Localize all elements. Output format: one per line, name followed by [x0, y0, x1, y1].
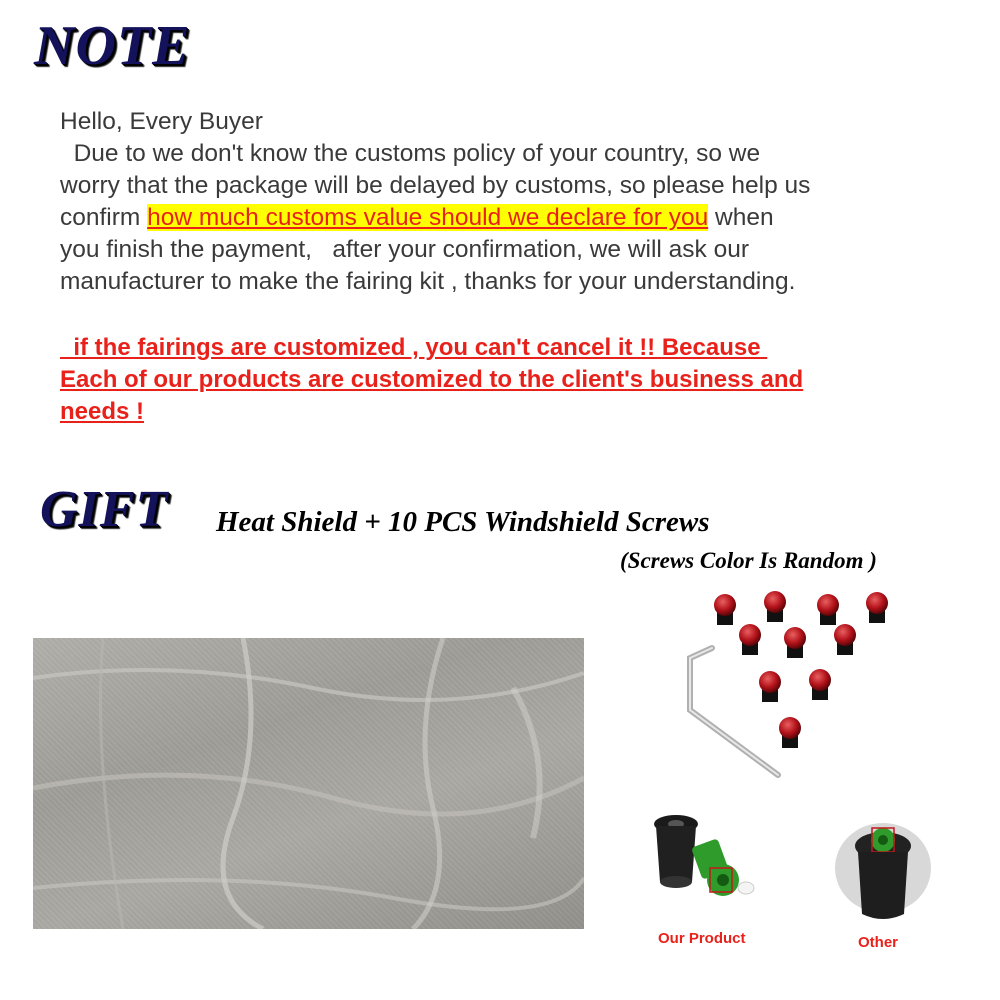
- cancellation-warning: [60, 332, 940, 428]
- note-heading: NOTE: [34, 15, 191, 77]
- note-line-4: [60, 202, 940, 234]
- note-line-3: worry that the package will be delayed by customs, so please help us: [60, 172, 811, 199]
- our-product-photo: [648, 812, 778, 922]
- gift-title: Heat Shield + 10 PCS Windshield Screws: [216, 506, 710, 538]
- note-line-1: Hello, Every Buyer: [60, 108, 263, 135]
- customs-value-highlight: how much customs value should we declare for you: [147, 204, 709, 231]
- windshield-screws-photo: [660, 590, 910, 790]
- warning-line-2: Each of our products are customized to the client's business and: [60, 366, 804, 393]
- note-line-4-start: confirm: [60, 204, 148, 231]
- note-line-6: manufacturer to make the fairing kit , thanks for your understanding.: [60, 268, 796, 295]
- gift-heading: GIFT: [40, 481, 169, 538]
- other-product-photo: [828, 818, 938, 928]
- gift-subtitle: (Screws Color Is Random ): [620, 548, 877, 573]
- warning-line-1: if the fairings are customized , you can't cancel it !! Because: [60, 334, 768, 361]
- warning-line-3: needs !: [60, 398, 145, 425]
- other-label: Other: [858, 934, 899, 951]
- heat-shield-photo: [33, 638, 584, 929]
- note-line-4-end: when: [708, 204, 774, 231]
- note-line-5: you finish the payment, after your confirmation, we will ask our: [60, 236, 750, 263]
- note-line-2: Due to we don't know the customs policy of your country, so we: [60, 140, 761, 167]
- our-product-label: Our Product: [658, 930, 746, 947]
- heat-shield-texture: [33, 638, 584, 929]
- note-message: [60, 106, 940, 298]
- screw-set: [714, 591, 888, 748]
